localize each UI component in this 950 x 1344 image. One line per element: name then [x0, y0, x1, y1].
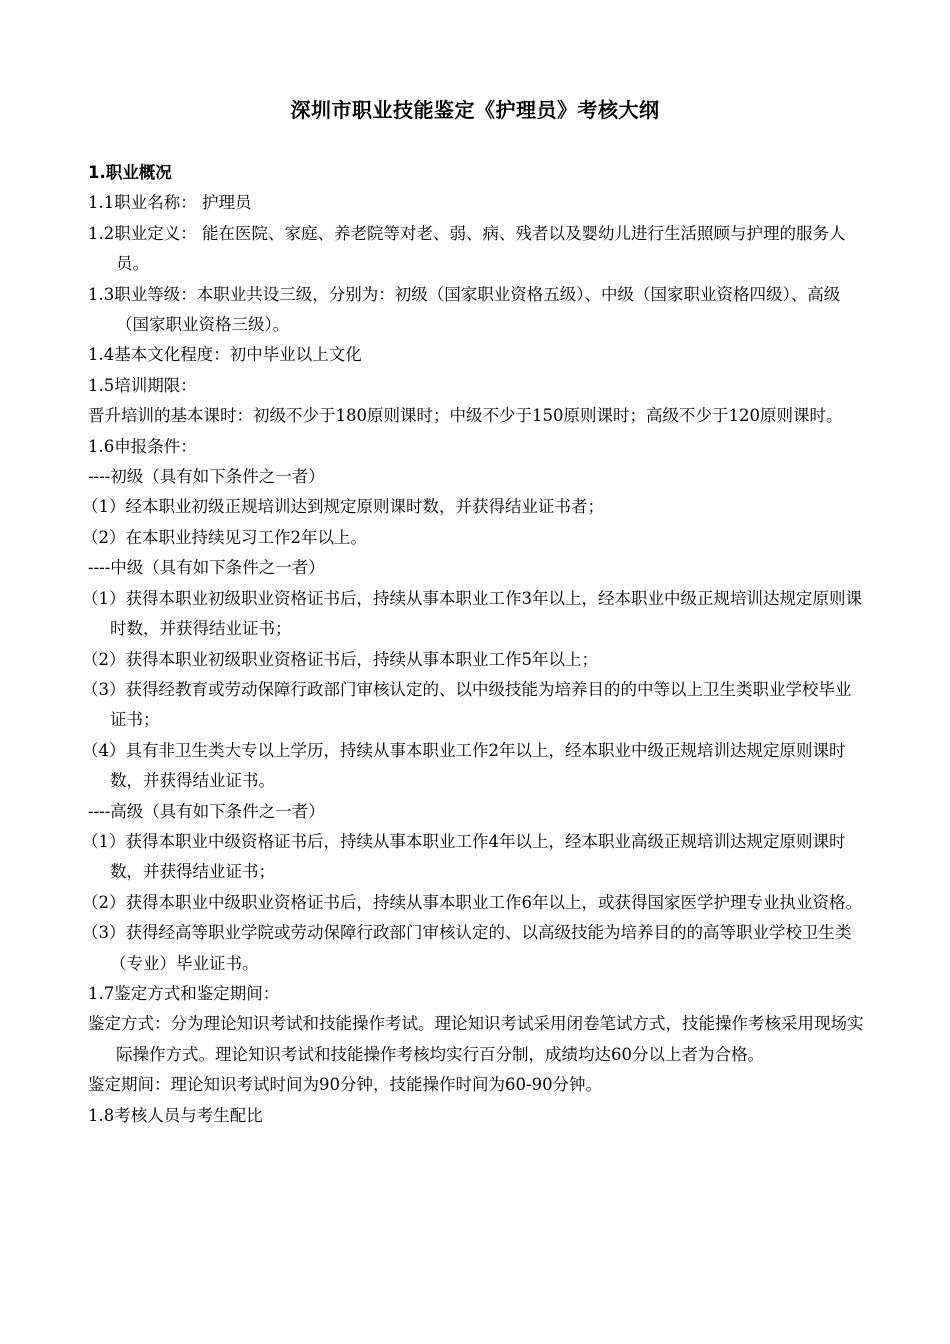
senior-condition-3: （3）获得经高等职业学院或劳动保障行政部门审核认定的、以高级技能为培养目的的高等职业学校卫生类（专业）毕业证书。 — [82, 923, 852, 973]
senior-condition-1: （1）获得本职业中级资格证书后，持续从事本职业工作4年以上，经本职业高级正规培训达规定原则课时数，并获得结业证书； — [82, 831, 846, 882]
middle-level-heading: ----中级（具有如下条件之一者） — [88, 558, 325, 578]
document-body — [82, 158, 864, 1131]
education-requirement: 1.4基本文化程度：初中毕业以上文化 — [88, 345, 362, 365]
document-title: 深圳市职业技能鉴定《护理员》考核大纲 — [290, 98, 660, 122]
junior-level-heading: ----初级（具有如下条件之一者） — [88, 467, 325, 487]
occupation-levels: 1.3职业等级：本职业共设三级，分别为：初级（国家职业资格五级）、中级（国家职业资格四级）、高级（国家职业资格三级）。 — [88, 284, 841, 335]
examiner-ratio-label: 1.8考核人员与考生配比 — [88, 1105, 263, 1125]
application-conditions-label: 1.6申报条件： — [88, 436, 197, 456]
middle-condition-4: （4）具有非卫生类大专以上学历，持续从事本职业工作2年以上，经本职业中级正规培训达规定原则课时数，并获得结业证书。 — [82, 740, 846, 791]
assessment-method-label: 1.7鉴定方式和鉴定期间： — [88, 983, 280, 1003]
training-period-text: 晋升培训的基本课时：初级不少于180原则课时；中级不少于150原则课时；高级不少于120原则课时。 — [88, 406, 843, 426]
assessment-method-text: 鉴定方式：分为理论知识考试和技能操作考试。理论知识考试采用闭卷笔试方式，技能操作考核采用现场实际操作方式。理论知识考试和技能操作考核均实行百分制，成绩均达60分以上者为合格。 — [88, 1014, 864, 1064]
occupation-name: 1.1职业名称： 护理员 — [88, 193, 252, 213]
junior-condition-1: （1）经本职业初级正规培训达到规定原则课时数，并获得结业证书者； — [82, 497, 604, 517]
section-heading: 1.职业概况 — [88, 163, 172, 182]
training-period-label: 1.5培训期限： — [88, 375, 197, 395]
occupation-definition: 1.2职业定义： 能在医院、家庭、养老院等对老、弱、病、残者以及婴幼儿进行生活照顾与护理的服务人员。 — [88, 223, 846, 274]
junior-condition-2: （2）在本职业持续见习工作2年以上。 — [82, 527, 367, 547]
middle-condition-2: （2）获得本职业初级职业资格证书后，持续从事本职业工作5年以上； — [82, 649, 598, 669]
senior-condition-2: （2）获得本职业中级职业资格证书后，持续从事本职业工作6年以上，或获得国家医学护理专业执业资格。 — [82, 892, 862, 912]
assessment-period-text: 鉴定期间：理论知识考试时间为90分钟，技能操作时间为60-90分钟。 — [88, 1075, 603, 1095]
middle-condition-1: （1）获得本职业初级职业资格证书后，持续从事本职业工作3年以上，经本职业中级正规培训达规定原则课时数，并获得结业证书； — [82, 588, 862, 639]
middle-condition-3: （3）获得经教育或劳动保障行政部门审核认定的、以中级技能为培养目的的中等以上卫生类职业学校毕业证书； — [82, 679, 852, 730]
senior-level-heading: ----高级（具有如下条件之一者） — [88, 801, 325, 821]
